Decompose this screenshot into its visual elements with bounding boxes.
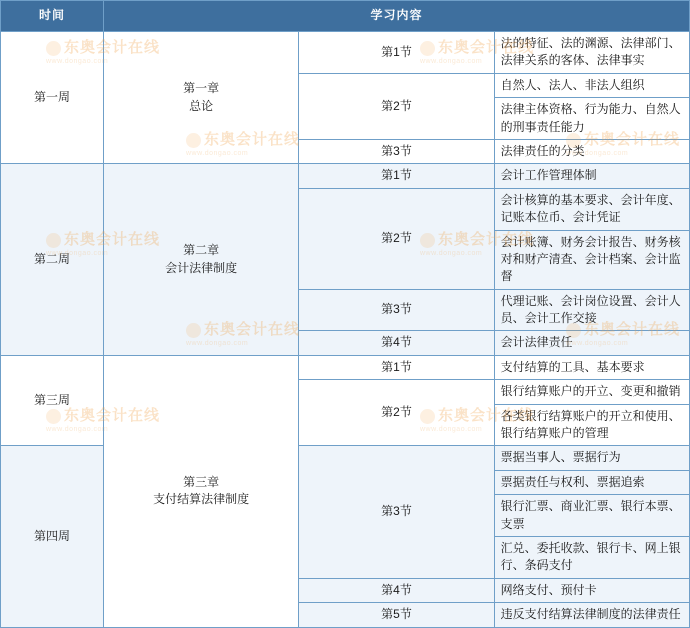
week-cell: 第三周 bbox=[1, 355, 104, 446]
chapter-title: 第三章 bbox=[183, 474, 220, 489]
section-label: 第3节 bbox=[299, 139, 494, 163]
section-content: 法律主体资格、行为能力、自然人的刑事责任能力 bbox=[494, 98, 689, 140]
chapter-name: 总论 bbox=[189, 98, 214, 113]
table-body bbox=[1, 32, 690, 628]
watermark-url: www.dongao.com bbox=[420, 426, 483, 433]
section-label: 第2节 bbox=[299, 73, 494, 139]
section-content: 违反支付结算法律制度的法律责任 bbox=[494, 603, 689, 627]
section-content: 会计账簿、财务会计报告、财务核对和财产清查、会计档案、会计监督 bbox=[494, 230, 689, 289]
section-content: 各类银行结算账户的开立和使用、银行结算账户的管理 bbox=[494, 404, 689, 446]
watermark-text: 东奥会计在线 bbox=[584, 131, 681, 148]
section-content: 法的特征、法的渊源、法律部门、法律关系的客体、法律事实 bbox=[494, 32, 689, 74]
section-content: 票据当事人、票据行为 bbox=[494, 446, 689, 470]
header-time: 时间 bbox=[1, 1, 104, 32]
section-label: 第4节 bbox=[299, 331, 494, 355]
chapter-title: 第二章 bbox=[183, 243, 220, 258]
watermark-text: 东奥会计在线 bbox=[438, 231, 535, 248]
chapter-name: 支付结算法律制度 bbox=[153, 492, 250, 507]
watermark-url: www.dongao.com bbox=[420, 250, 483, 257]
section-label: 第3节 bbox=[299, 289, 494, 331]
watermark-text: 东奥会计在线 bbox=[204, 131, 301, 148]
watermark-text: 东奥会计在线 bbox=[438, 407, 535, 424]
section-content: 会计法律责任 bbox=[494, 331, 689, 355]
section-content: 代理记账、会计岗位设置、会计人员、会计工作交接 bbox=[494, 289, 689, 331]
table-row bbox=[1, 32, 690, 74]
watermark-url: www.dongao.com bbox=[420, 58, 483, 65]
watermark-url: www.dongao.com bbox=[46, 426, 109, 433]
chapter-cell bbox=[104, 164, 299, 356]
section-content: 网络支付、预付卡 bbox=[494, 578, 689, 602]
header-study-content: 学习内容 bbox=[104, 1, 690, 32]
watermark-text: 东奥会计在线 bbox=[64, 231, 161, 248]
chapter-name: 会计法律制度 bbox=[165, 260, 238, 275]
watermark-url: www.dongao.com bbox=[186, 150, 249, 157]
watermark-url: www.dongao.com bbox=[566, 150, 629, 157]
section-label: 第2节 bbox=[299, 380, 494, 446]
section-content: 票据责任与权利、票据追索 bbox=[494, 470, 689, 494]
table-row bbox=[1, 355, 690, 379]
watermark-url: www.dongao.com bbox=[186, 340, 249, 347]
section-content: 会计核算的基本要求、会计年度、记账本位币、会计凭证 bbox=[494, 188, 689, 230]
section-label: 第1节 bbox=[299, 164, 494, 188]
watermark-text: 东奥会计在线 bbox=[204, 321, 301, 338]
section-content: 法律责任的分类 bbox=[494, 139, 689, 163]
watermark-url: www.dongao.com bbox=[566, 340, 629, 347]
section-label: 第5节 bbox=[299, 603, 494, 627]
section-label: 第2节 bbox=[299, 188, 494, 289]
chapter-cell bbox=[104, 355, 299, 627]
section-label: 第4节 bbox=[299, 578, 494, 602]
week-cell: 第四周 bbox=[1, 446, 104, 627]
table-header bbox=[1, 1, 690, 32]
section-content: 银行结算账户的开立、变更和撤销 bbox=[494, 380, 689, 404]
table-row bbox=[1, 164, 690, 188]
chapter-cell bbox=[104, 32, 299, 164]
section-content: 支付结算的工具、基本要求 bbox=[494, 355, 689, 379]
watermark-text: 东奥会计在线 bbox=[584, 321, 681, 338]
chapter-title: 第一章 bbox=[183, 81, 220, 96]
section-content: 汇兑、委托收款、银行卡、网上银行、条码支付 bbox=[494, 536, 689, 578]
section-label: 第1节 bbox=[299, 355, 494, 379]
section-label: 第3节 bbox=[299, 446, 494, 578]
week-cell: 第一周 bbox=[1, 32, 104, 164]
watermark-url: www.dongao.com bbox=[46, 58, 109, 65]
section-content: 自然人、法人、非法人组织 bbox=[494, 73, 689, 97]
watermark-text: 东奥会计在线 bbox=[64, 407, 161, 424]
watermark-url: www.dongao.com bbox=[46, 250, 109, 257]
watermark-text: 东奥会计在线 bbox=[64, 39, 161, 56]
watermark-text: 东奥会计在线 bbox=[438, 39, 535, 56]
section-content: 会计工作管理体制 bbox=[494, 164, 689, 188]
section-label: 第1节 bbox=[299, 32, 494, 74]
section-content: 银行汇票、商业汇票、银行本票、支票 bbox=[494, 495, 689, 537]
week-cell: 第二周 bbox=[1, 164, 104, 356]
table-header-row bbox=[1, 1, 690, 32]
